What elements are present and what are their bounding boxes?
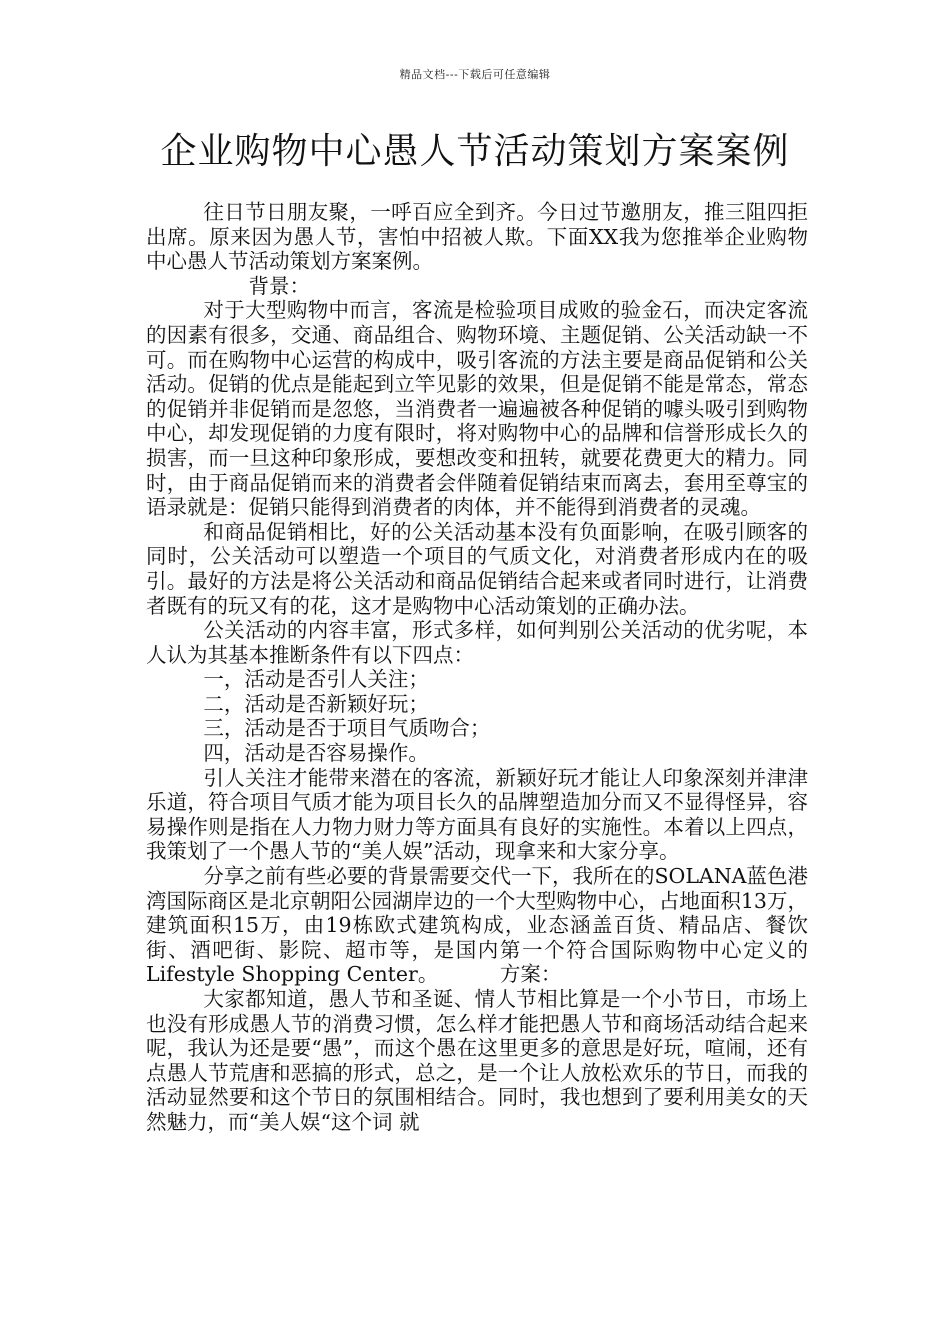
- paragraph-6: 大家都知道，愚人节和圣诞、情人节相比算是一个小节日，市场上也没有形成愚人节的消费习惯，怎么样才能把愚人节和商场活动结合起来呢，我认为还是要“愚”，而这个愚在这里更多的意思是好玩，喧闹，还有点愚人节荒唐和恶搞的形式，总之，是一个让人放松欢乐的节日，而我的活动显然要和这个节日的氛围相结合。同时，我也想到了要利用美女的天然魅力，而“美人娱“这个词 就: [146, 987, 808, 1134]
- paragraph-5-text: 分享之前有些必要的背景需要交代一下，我所在的SOLANA蓝色港湾国际商区是北京朝阳公园湖岸边的一个大型购物中心，占地面积13万，建筑面积15万，由19栋欧式建筑构成，业态涵盖百货、精品店、餐饮街、酒吧街、影院、超市等，是国内第一个符合国际购物中心定义的Lifestyle Shopping Center。: [146, 864, 808, 987]
- intro-paragraph: 往日节日朋友聚，一呼百应全到齐。今日过节邀朋友，推三阻四拒出席。原来因为愚人节，害怕中招被人欺。下面XX我为您推举企业购物中心愚人节活动策划方案案例。: [146, 200, 808, 274]
- paragraph-2: 和商品促销相比，好的公关活动基本没有负面影响，在吸引顾客的同时，公关活动可以塑造一个项目的气质文化，对消费者形成内在的吸引。最好的方法是将公关活动和商品促销结合起来或者同时进行，让消费者既有的玩又有的花，这才是购物中心活动策划的正确办法。: [146, 519, 808, 618]
- document-title: 企业购物中心愚人节活动策划方案案例: [160, 131, 790, 172]
- criteria-point-1: 一，活动是否引人关注；: [203, 667, 429, 692]
- paragraph-5: [146, 864, 808, 987]
- criteria-point-3: 三，活动是否于项目气质吻合；: [203, 716, 491, 741]
- paragraph-3: 公关活动的内容丰富，形式多样，如何判别公关活动的优劣呢，本人认为其基本推断条件有以下四点：: [146, 618, 808, 667]
- plan-heading: 方案：: [499, 962, 562, 987]
- paragraph-4: 引人关注才能带来潜在的客流，新颖好玩才能让人印象深刻并津津乐道，符合项目气质才能为项目长久的品牌塑造加分而又不显得怪异，容易操作则是指在人力物力财力等方面具有良好的实施性。本着以上四点，我策划了一个愚人节的“美人娱”活动，现拿来和大家分享。: [146, 765, 808, 864]
- criteria-point-4: 四，活动是否容易操作。: [203, 741, 429, 766]
- criteria-point-2: 二，活动是否新颖好玩；: [203, 691, 429, 716]
- document-body: [146, 200, 808, 1135]
- paragraph-1: 对于大型购物中而言，客流是检验项目成败的验金石，而决定客流的因素有很多，交通、商品组合、购物环境、主题促销、公关活动缺一不可。而在购物中心运营的构成中，吸引客流的方法主要是商品促销和公关活动。促销的优点是能起到立竿见影的效果，但是促销不能是常态，常态的促销并非促销而是忽悠，当消费者一遍遍被各种促销的噱头吸引到购物中心，却发现促销的力度有限时，将对购物中心的品牌和信誉形成长久的损害，而一旦这种印象形成，要想改变和扭转，就要花费更大的精力。同时，由于商品促销而来的消费者会伴随着促销结束而离去，套用至尊宝的语录就是：促销只能得到消费者的肉体，并不能得到消费者的灵魂。: [146, 298, 808, 520]
- background-heading: 背景：: [248, 273, 310, 298]
- header-note: 精品文档---下载后可任意编辑: [399, 68, 551, 81]
